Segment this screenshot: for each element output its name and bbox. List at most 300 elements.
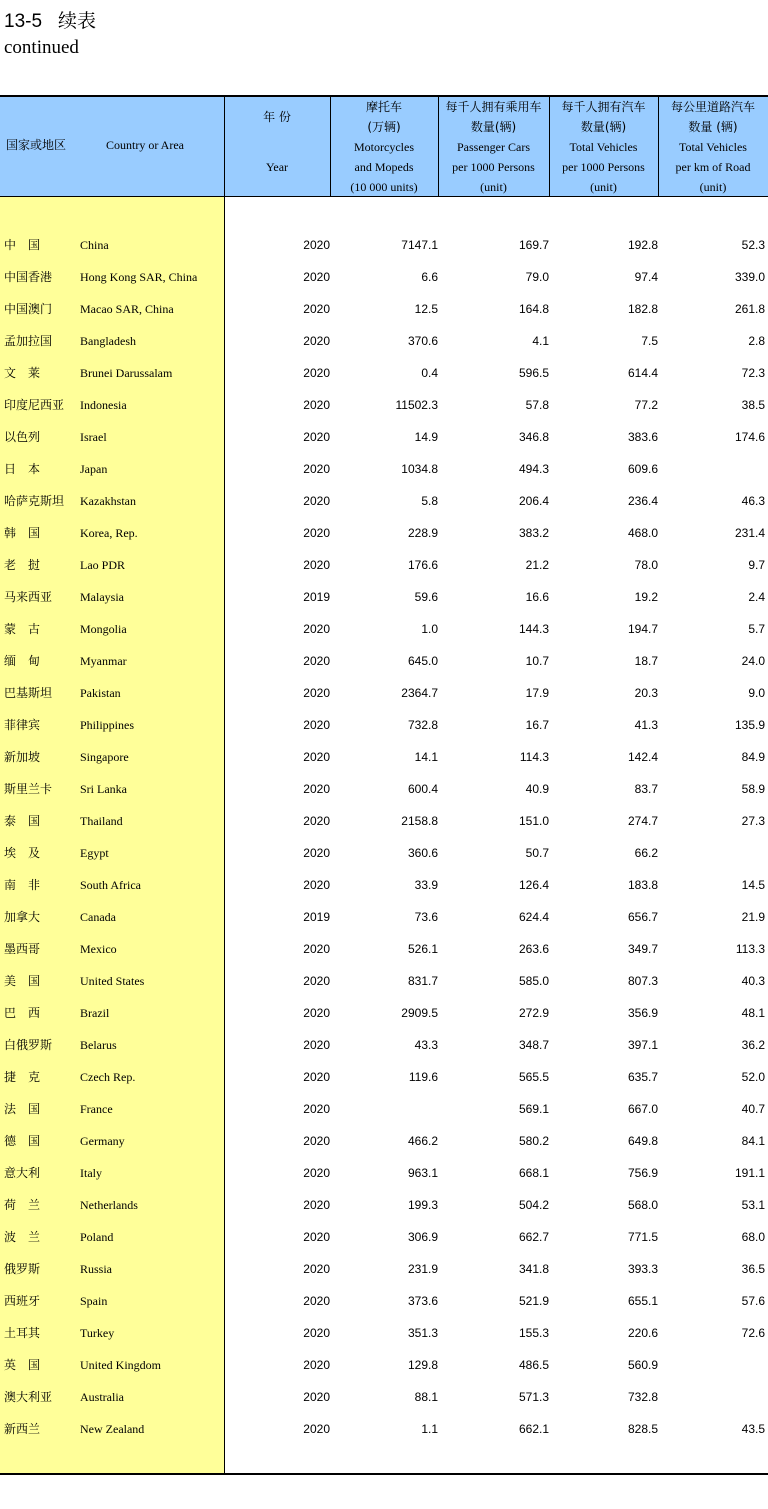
header-passenger-cars: 每千人拥有乘用车 数量(辆) Passenger Cars per 1000 Persons (unit) <box>445 100 542 194</box>
cell-vehicles-per-km: 48.1 <box>741 1006 765 1020</box>
cell-year: 2020 <box>303 782 330 796</box>
cell-total-vehicles: 183.8 <box>627 878 658 892</box>
cell-passenger-cars: 662.7 <box>518 1230 549 1244</box>
table-row <box>0 1413 768 1445</box>
table-row <box>0 357 768 389</box>
cell-total-vehicles: 220.6 <box>627 1326 658 1340</box>
cell-country-en: France <box>80 1102 113 1116</box>
cell-country-en: Philippines <box>80 718 135 732</box>
cell-vehicles-per-km: 36.2 <box>741 1038 765 1052</box>
cell-vehicles-per-km: 72.3 <box>741 366 765 380</box>
cell-passenger-cars: 624.4 <box>518 910 549 924</box>
cell-total-vehicles: 7.5 <box>641 334 658 348</box>
cell-total-vehicles: 655.1 <box>627 1294 658 1308</box>
header-country-cn: 国家或地区 <box>6 138 67 152</box>
cell-year: 2020 <box>303 1230 330 1244</box>
cell-total-vehicles: 393.3 <box>627 1262 658 1276</box>
table-row <box>0 293 768 325</box>
cell-vehicles-per-km: 2.4 <box>748 590 765 604</box>
cell-country-en: Malaysia <box>80 590 124 604</box>
cell-total-vehicles: 274.7 <box>627 814 658 828</box>
cell-passenger-cars: 155.3 <box>518 1326 549 1340</box>
cell-country-en: New Zealand <box>80 1422 145 1436</box>
cell-total-vehicles: 560.9 <box>627 1358 658 1372</box>
cell-year: 2020 <box>303 846 330 860</box>
cell-total-vehicles: 77.2 <box>634 398 658 412</box>
cell-country-en: Belarus <box>80 1038 117 1052</box>
cell-year: 2020 <box>303 1294 330 1308</box>
cell-year: 2020 <box>303 366 330 380</box>
cell-total-vehicles: 18.7 <box>634 654 658 668</box>
table-row <box>0 1285 768 1317</box>
cell-total-vehicles: 41.3 <box>634 718 658 732</box>
cell-vehicles-per-km: 38.5 <box>741 398 765 412</box>
cell-total-vehicles: 614.4 <box>627 366 658 380</box>
data-table <box>0 95 768 1476</box>
cell-country-cn: 德 国 <box>4 1134 41 1148</box>
cell-vehicles-per-km: 27.3 <box>741 814 765 828</box>
cell-country-cn: 美 国 <box>4 974 41 988</box>
cell-motorcycles: 1.1 <box>421 1422 438 1436</box>
divider-year-moto <box>330 97 331 196</box>
cell-country-en: Korea, Rep. <box>80 526 138 540</box>
cell-total-vehicles: 192.8 <box>627 238 658 252</box>
cell-country-en: Australia <box>80 1390 124 1404</box>
cell-country-cn: 印度尼西亚 <box>4 398 65 412</box>
table-row <box>0 1029 768 1061</box>
cell-total-vehicles: 142.4 <box>627 750 658 764</box>
cell-country-cn: 韩 国 <box>4 526 41 540</box>
table-row <box>0 997 768 1029</box>
cell-country-cn: 马来西亚 <box>4 590 53 604</box>
cell-passenger-cars: 504.2 <box>518 1198 549 1212</box>
cell-country-cn: 新西兰 <box>4 1422 41 1436</box>
cell-year: 2020 <box>303 494 330 508</box>
cell-country-en: Russia <box>80 1262 113 1276</box>
cell-year: 2020 <box>303 238 330 252</box>
table-title <box>4 6 96 33</box>
cell-country-en: Japan <box>80 462 108 476</box>
table-header <box>0 97 768 197</box>
cell-passenger-cars: 144.3 <box>518 622 549 636</box>
cell-vehicles-per-km: 9.0 <box>748 686 765 700</box>
table-row <box>0 261 768 293</box>
cell-motorcycles: 231.9 <box>407 1262 438 1276</box>
cell-passenger-cars: 662.1 <box>518 1422 549 1436</box>
table-row <box>0 453 768 485</box>
cell-country-cn: 英 国 <box>4 1358 41 1372</box>
cell-year: 2020 <box>303 1358 330 1372</box>
table-row <box>0 1093 768 1125</box>
cell-motorcycles: 176.6 <box>407 558 438 572</box>
cell-year: 2020 <box>303 1166 330 1180</box>
cell-total-vehicles: 78.0 <box>634 558 658 572</box>
cell-year: 2020 <box>303 942 330 956</box>
cell-passenger-cars: 17.9 <box>525 686 549 700</box>
cell-year: 2020 <box>303 270 330 284</box>
cell-total-vehicles: 667.0 <box>627 1102 658 1116</box>
cell-motorcycles: 129.8 <box>407 1358 438 1372</box>
table-row <box>0 1125 768 1157</box>
cell-year: 2020 <box>303 686 330 700</box>
cell-motorcycles: 373.6 <box>407 1294 438 1308</box>
cell-vehicles-per-km: 43.5 <box>741 1422 765 1436</box>
cell-country-cn: 日 本 <box>4 462 41 476</box>
cell-country-en: Indonesia <box>80 398 127 412</box>
cell-motorcycles: 73.6 <box>414 910 438 924</box>
cell-motorcycles: 14.1 <box>414 750 438 764</box>
cell-motorcycles: 645.0 <box>407 654 438 668</box>
cell-country-cn: 斯里兰卡 <box>4 782 53 796</box>
table-row <box>0 1253 768 1285</box>
cell-country-en: Hong Kong SAR, China <box>80 270 198 284</box>
cell-year: 2020 <box>303 1326 330 1340</box>
cell-country-cn: 中 国 <box>4 238 41 252</box>
cell-motorcycles: 14.9 <box>414 430 438 444</box>
cell-year: 2020 <box>303 622 330 636</box>
cell-vehicles-per-km: 339.0 <box>734 270 765 284</box>
cell-year: 2020 <box>303 750 330 764</box>
cell-motorcycles: 370.6 <box>407 334 438 348</box>
cell-motorcycles: 1034.8 <box>401 462 438 476</box>
cell-passenger-cars: 4.1 <box>532 334 549 348</box>
table-row <box>0 741 768 773</box>
cell-country-en: Brunei Darussalam <box>80 366 173 380</box>
table-row <box>0 229 768 261</box>
cell-country-cn: 文 莱 <box>4 366 41 380</box>
cell-country-cn: 菲律宾 <box>4 718 41 732</box>
cell-year: 2020 <box>303 1038 330 1052</box>
cell-country-en: United States <box>80 974 145 988</box>
cell-country-en: Lao PDR <box>80 558 125 572</box>
cell-country-en: Turkey <box>80 1326 115 1340</box>
cell-country-en: Germany <box>80 1134 125 1148</box>
table-row <box>0 677 768 709</box>
table-number: 13-5 <box>4 11 43 32</box>
table-row <box>0 549 768 581</box>
cell-passenger-cars: 169.7 <box>518 238 549 252</box>
cell-vehicles-per-km: 84.9 <box>741 750 765 764</box>
cell-country-en: Israel <box>80 430 107 444</box>
cell-passenger-cars: 521.9 <box>518 1294 549 1308</box>
cell-vehicles-per-km: 113.3 <box>735 942 765 956</box>
cell-country-en: Kazakhstan <box>80 494 136 508</box>
cell-passenger-cars: 580.2 <box>518 1134 549 1148</box>
table-row <box>0 1061 768 1093</box>
cell-country-en: Sri Lanka <box>80 782 127 796</box>
cell-passenger-cars: 114.3 <box>519 750 549 764</box>
cell-motorcycles: 732.8 <box>407 718 438 732</box>
divider-pass-tot <box>549 97 550 196</box>
cell-motorcycles: 228.9 <box>407 526 438 540</box>
cell-country-en: Myanmar <box>80 654 127 668</box>
cell-country-en: Mexico <box>80 942 117 956</box>
cell-country-cn: 加拿大 <box>4 910 41 924</box>
header-year-cn: 年 份 <box>263 110 291 124</box>
cell-country-cn: 法 国 <box>4 1102 41 1116</box>
cell-country-en: Singapore <box>80 750 129 764</box>
cell-total-vehicles: 468.0 <box>627 526 658 540</box>
cell-total-vehicles: 635.7 <box>627 1070 658 1084</box>
header-country-en: Country or Area <box>106 138 184 152</box>
cell-total-vehicles: 732.8 <box>627 1390 658 1404</box>
table-row <box>0 325 768 357</box>
cell-country-en: Brazil <box>80 1006 110 1020</box>
cell-total-vehicles: 194.7 <box>627 622 658 636</box>
cell-country-en: China <box>80 238 109 252</box>
cell-motorcycles: 2909.5 <box>401 1006 438 1020</box>
cell-motorcycles: 88.1 <box>414 1390 438 1404</box>
cell-vehicles-per-km: 135.9 <box>734 718 765 732</box>
cell-country-cn: 孟加拉国 <box>4 334 53 348</box>
cell-year: 2020 <box>303 1006 330 1020</box>
cell-vehicles-per-km: 9.7 <box>748 558 765 572</box>
cell-country-en: Canada <box>80 910 116 924</box>
cell-passenger-cars: 341.8 <box>518 1262 549 1276</box>
cell-vehicles-per-km: 40.3 <box>741 974 765 988</box>
table-row <box>0 1349 768 1381</box>
cell-motorcycles: 306.9 <box>407 1230 438 1244</box>
header-vehicles-per-km: 每公里道路汽车 数量 (辆) Total Vehicles per km of Road (unit) <box>670 100 755 194</box>
cell-vehicles-per-km: 2.8 <box>748 334 765 348</box>
cell-country-en: Bangladesh <box>80 334 136 348</box>
cell-vehicles-per-km: 84.1 <box>741 1134 765 1148</box>
table-row <box>0 517 768 549</box>
cell-passenger-cars: 126.4 <box>518 878 549 892</box>
cell-year: 2020 <box>303 974 330 988</box>
cell-country-cn: 中国香港 <box>4 270 53 284</box>
cell-passenger-cars: 486.5 <box>518 1358 549 1372</box>
table-row <box>0 645 768 677</box>
cell-total-vehicles: 656.7 <box>627 910 658 924</box>
cell-total-vehicles: 19.2 <box>634 590 658 604</box>
cell-year: 2020 <box>303 878 330 892</box>
cell-vehicles-per-km: 191.1 <box>734 1166 765 1180</box>
table-row <box>0 1189 768 1221</box>
cell-year: 2020 <box>303 462 330 476</box>
cell-country-cn: 中国澳门 <box>4 302 53 316</box>
cell-passenger-cars: 79.0 <box>525 270 549 284</box>
cell-country-cn: 巴基斯坦 <box>4 686 53 700</box>
cell-country-cn: 俄罗斯 <box>4 1262 41 1276</box>
cell-vehicles-per-km: 52.0 <box>741 1070 765 1084</box>
cell-motorcycles: 1.0 <box>421 622 438 636</box>
cell-total-vehicles: 828.5 <box>627 1422 658 1436</box>
cell-vehicles-per-km: 58.9 <box>741 782 765 796</box>
cell-passenger-cars: 50.7 <box>525 846 549 860</box>
cell-passenger-cars: 206.4 <box>518 494 549 508</box>
table-row <box>0 1157 768 1189</box>
cell-passenger-cars: 21.2 <box>525 558 549 572</box>
cell-passenger-cars: 151.0 <box>518 814 549 828</box>
cell-year: 2020 <box>303 1390 330 1404</box>
cell-country-cn: 白俄罗斯 <box>4 1038 53 1052</box>
cell-total-vehicles: 756.9 <box>627 1166 658 1180</box>
table-row <box>0 421 768 453</box>
cell-passenger-cars: 569.1 <box>518 1102 549 1116</box>
cell-passenger-cars: 10.7 <box>525 654 549 668</box>
header-total-vehicles: 每千人拥有汽车 数量(辆) Total Vehicles per 1000 Persons (unit) <box>561 100 646 194</box>
cell-vehicles-per-km: 40.7 <box>741 1102 765 1116</box>
cell-country-en: United Kingdom <box>80 1358 161 1372</box>
cell-vehicles-per-km: 5.7 <box>748 622 765 636</box>
cell-vehicles-per-km: 53.1 <box>741 1198 765 1212</box>
cell-passenger-cars: 57.8 <box>525 398 549 412</box>
cell-year: 2020 <box>303 1134 330 1148</box>
cell-country-cn: 老 挝 <box>4 558 41 572</box>
cell-vehicles-per-km: 46.3 <box>741 494 765 508</box>
cell-year: 2020 <box>303 430 330 444</box>
divider-moto-pass <box>438 97 439 196</box>
cell-year: 2020 <box>303 398 330 412</box>
table-row <box>0 1381 768 1413</box>
cell-country-en: Spain <box>80 1294 108 1308</box>
cell-country-en: South Africa <box>80 878 141 892</box>
cell-total-vehicles: 83.7 <box>634 782 658 796</box>
table-row <box>0 901 768 933</box>
cell-vehicles-per-km: 52.3 <box>741 238 765 252</box>
subtitle: continued <box>4 37 79 58</box>
cell-year: 2020 <box>303 302 330 316</box>
cell-vehicles-per-km: 261.8 <box>734 302 765 316</box>
table-row <box>0 837 768 869</box>
cell-total-vehicles: 66.2 <box>634 846 658 860</box>
cell-year: 2020 <box>303 334 330 348</box>
table-row <box>0 709 768 741</box>
table-row <box>0 389 768 421</box>
cell-year: 2020 <box>303 1422 330 1436</box>
cell-vehicles-per-km: 57.6 <box>741 1294 765 1308</box>
cell-country-cn: 西班牙 <box>4 1294 41 1308</box>
cell-motorcycles: 11502.3 <box>395 398 438 412</box>
cell-country-cn: 澳大利亚 <box>4 1390 53 1404</box>
cell-year: 2020 <box>303 1070 330 1084</box>
cell-country-cn: 新加坡 <box>4 750 41 764</box>
cell-country-en: Pakistan <box>80 686 121 700</box>
cell-motorcycles: 963.1 <box>407 1166 438 1180</box>
table-row <box>0 581 768 613</box>
cell-vehicles-per-km: 14.5 <box>741 878 765 892</box>
cell-motorcycles: 526.1 <box>407 942 438 956</box>
cell-country-cn: 巴 西 <box>4 1006 41 1020</box>
cell-passenger-cars: 596.5 <box>518 366 549 380</box>
cell-country-en: Czech Rep. <box>80 1070 136 1084</box>
cell-motorcycles: 351.3 <box>407 1326 438 1340</box>
cell-passenger-cars: 40.9 <box>525 782 549 796</box>
cell-country-en: Italy <box>80 1166 102 1180</box>
divider-tot-road <box>658 97 659 196</box>
cell-motorcycles: 2158.8 <box>401 814 438 828</box>
table-row <box>0 933 768 965</box>
cell-country-cn: 以色列 <box>4 430 41 444</box>
cell-total-vehicles: 383.6 <box>627 430 658 444</box>
cell-passenger-cars: 585.0 <box>518 974 549 988</box>
table-row <box>0 773 768 805</box>
cell-year: 2019 <box>303 910 330 924</box>
cell-passenger-cars: 272.9 <box>518 1006 549 1020</box>
cell-country-cn: 蒙 古 <box>4 622 41 636</box>
cell-motorcycles: 2364.7 <box>401 686 438 700</box>
cell-total-vehicles: 356.9 <box>627 1006 658 1020</box>
cell-passenger-cars: 346.8 <box>518 430 549 444</box>
cell-total-vehicles: 609.6 <box>627 462 658 476</box>
cell-country-en: Poland <box>80 1230 114 1244</box>
cell-vehicles-per-km: 72.6 <box>741 1326 765 1340</box>
cell-passenger-cars: 16.7 <box>525 718 549 732</box>
table-row <box>0 869 768 901</box>
cell-vehicles-per-km: 68.0 <box>741 1230 765 1244</box>
cell-motorcycles: 360.6 <box>407 846 438 860</box>
table-row <box>0 1221 768 1253</box>
cell-vehicles-per-km: 231.4 <box>734 526 765 540</box>
cell-total-vehicles: 649.8 <box>627 1134 658 1148</box>
cell-year: 2020 <box>303 1198 330 1212</box>
cell-vehicles-per-km: 24.0 <box>741 654 765 668</box>
cell-country-cn: 荷 兰 <box>4 1198 41 1212</box>
cell-country-cn: 墨西哥 <box>4 942 41 956</box>
cell-year: 2019 <box>303 590 330 604</box>
cell-country-en: Netherlands <box>80 1198 138 1212</box>
table-row <box>0 485 768 517</box>
cell-motorcycles: 59.6 <box>414 590 438 604</box>
cell-passenger-cars: 16.6 <box>525 590 549 604</box>
cell-motorcycles: 119.6 <box>408 1070 438 1084</box>
cell-motorcycles: 43.3 <box>414 1038 438 1052</box>
cell-country-en: Egypt <box>80 846 109 860</box>
cell-motorcycles: 12.5 <box>414 302 438 316</box>
cell-year: 2020 <box>303 718 330 732</box>
cell-year: 2020 <box>303 1102 330 1116</box>
table-row <box>0 805 768 837</box>
cell-motorcycles: 7147.1 <box>401 238 438 252</box>
table-row <box>0 1317 768 1349</box>
cell-motorcycles: 5.8 <box>421 494 438 508</box>
cell-country-cn: 土耳其 <box>4 1326 41 1340</box>
cell-passenger-cars: 348.7 <box>518 1038 549 1052</box>
cell-total-vehicles: 97.4 <box>634 270 658 284</box>
cell-passenger-cars: 263.6 <box>518 942 549 956</box>
table-row <box>0 613 768 645</box>
cell-country-cn: 哈萨克斯坦 <box>4 494 65 508</box>
cell-vehicles-per-km: 174.6 <box>734 430 765 444</box>
cell-country-cn: 埃 及 <box>4 846 41 860</box>
cell-motorcycles: 199.3 <box>407 1198 438 1212</box>
cell-passenger-cars: 164.8 <box>518 302 549 316</box>
cell-country-cn: 南 非 <box>4 878 41 892</box>
cell-passenger-cars: 668.1 <box>518 1166 549 1180</box>
cell-year: 2020 <box>303 814 330 828</box>
table-row <box>0 965 768 997</box>
cell-country-cn: 波 兰 <box>4 1230 41 1244</box>
cell-motorcycles: 466.2 <box>407 1134 438 1148</box>
cell-total-vehicles: 182.8 <box>627 302 658 316</box>
title-cn: 续表 <box>58 11 97 32</box>
cell-motorcycles: 33.9 <box>414 878 438 892</box>
cell-passenger-cars: 565.5 <box>518 1070 549 1084</box>
cell-country-cn: 泰 国 <box>4 814 41 828</box>
cell-vehicles-per-km: 36.5 <box>741 1262 765 1276</box>
cell-total-vehicles: 771.5 <box>627 1230 658 1244</box>
table-bottom-rule <box>0 1473 768 1475</box>
cell-total-vehicles: 20.3 <box>634 686 658 700</box>
cell-motorcycles: 831.7 <box>407 974 438 988</box>
cell-total-vehicles: 568.0 <box>627 1198 658 1212</box>
cell-motorcycles: 6.6 <box>421 270 438 284</box>
cell-country-en: Mongolia <box>80 622 127 636</box>
cell-country-en: Macao SAR, China <box>80 302 174 316</box>
cell-country-cn: 缅 甸 <box>4 654 41 668</box>
cell-total-vehicles: 349.7 <box>627 942 658 956</box>
